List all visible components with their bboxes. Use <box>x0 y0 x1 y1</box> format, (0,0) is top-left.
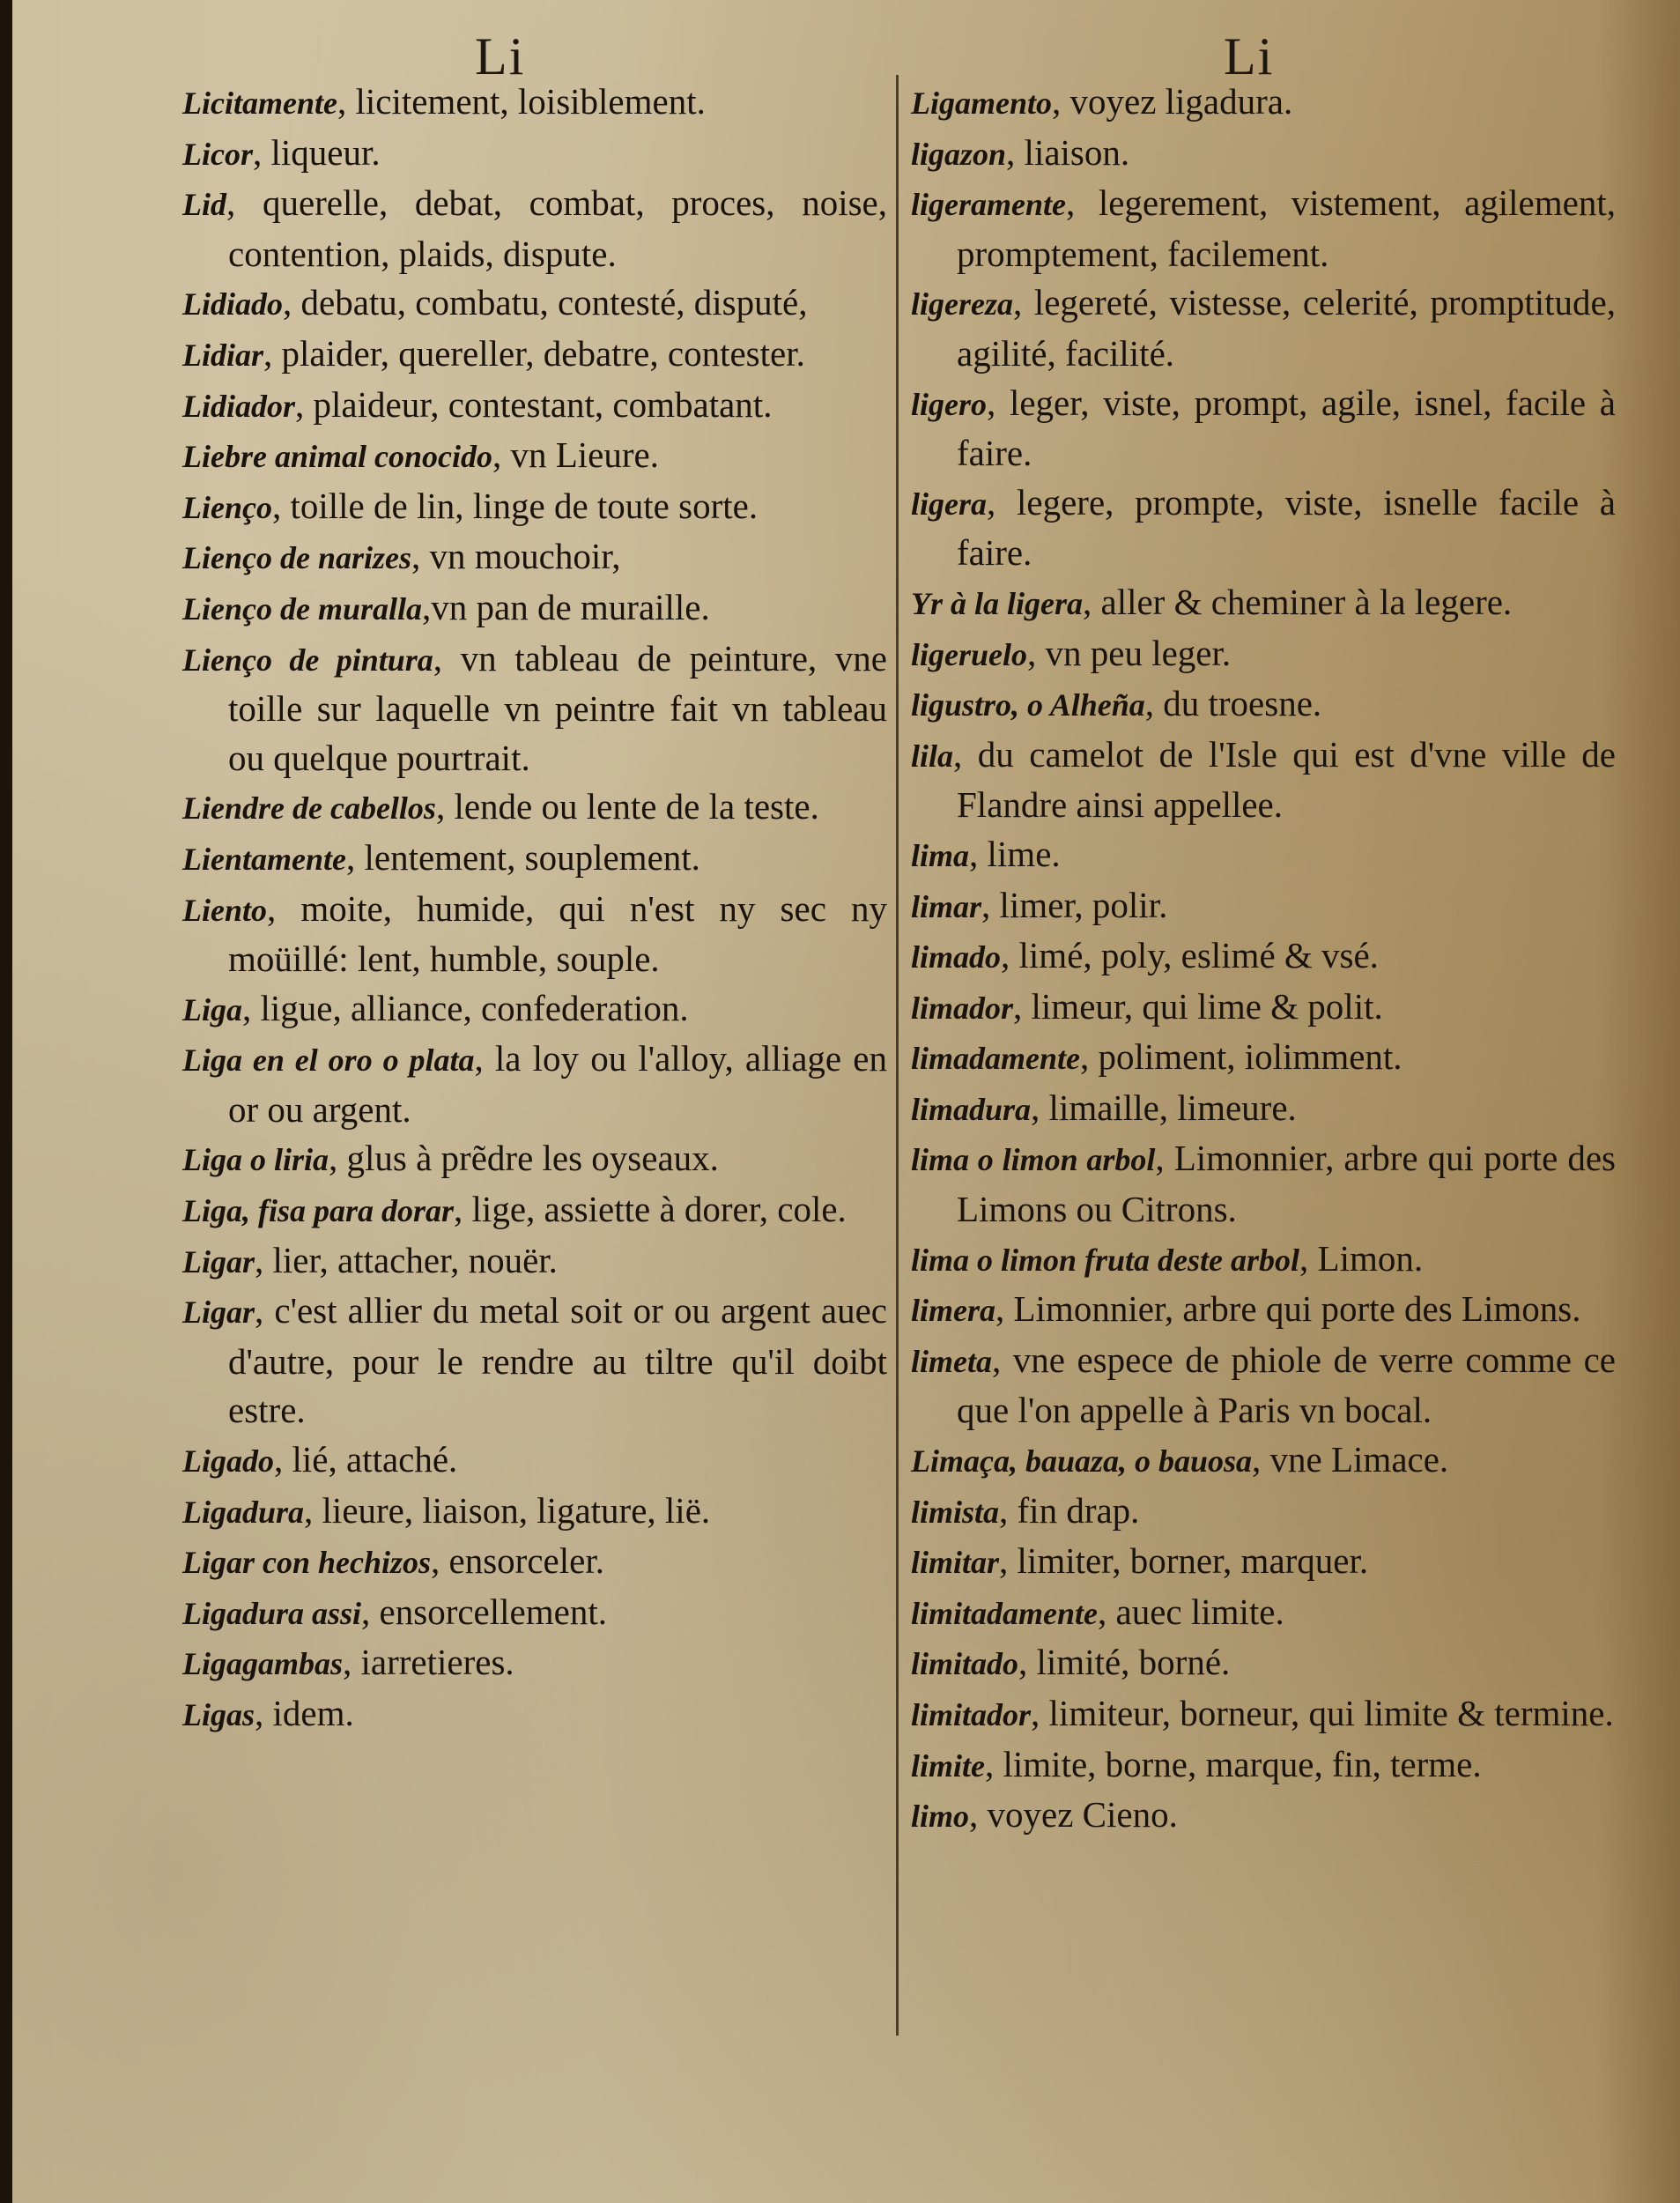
dictionary-entry <box>182 634 887 783</box>
entry-headword: ligazon <box>911 136 1007 172</box>
entry-definition: , legere, prompte, viste, isnelle facile à faire. <box>957 481 1616 574</box>
entry-definition: , liqueur. <box>252 131 381 173</box>
dictionary-entry <box>182 1638 887 1689</box>
entry-headword: Ligar <box>182 1243 255 1280</box>
left-column <box>182 78 887 1740</box>
entry-headword: Licor <box>182 136 253 172</box>
entry-definition: , legerement, vistement, agilement, promptement, facilement. <box>957 182 1616 274</box>
dictionary-entry <box>911 881 1616 932</box>
dictionary-entry <box>911 1638 1616 1689</box>
dictionary-entry <box>182 431 887 482</box>
entry-definition: , aller & cheminer à la legere. <box>1083 581 1513 622</box>
dictionary-entry <box>911 1588 1616 1639</box>
entry-definition: , lende ou lente de la teste. <box>435 786 819 827</box>
entry-definition: , voyez Cieno. <box>969 1794 1178 1836</box>
entry-headword: Ligar <box>182 1294 255 1331</box>
dictionary-entry <box>911 1336 1616 1435</box>
dictionary-entry <box>182 330 887 381</box>
entry-headword: Ligagambas <box>182 1646 344 1682</box>
column-divider <box>896 75 899 2036</box>
dictionary-entry <box>182 1537 887 1588</box>
entry-headword: ligustro, o Alheña <box>911 687 1145 723</box>
entry-definition: , idem. <box>255 1693 354 1733</box>
entry-definition: ,vn pan de muraille. <box>422 586 710 627</box>
entry-headword: Lienço de pintura <box>182 642 433 678</box>
entry-headword: Liebre animal conocido <box>182 439 492 475</box>
entry-definition: , lentement, souplement. <box>345 836 700 878</box>
running-head-left: Li <box>475 27 526 85</box>
entry-headword: Liento <box>182 892 267 928</box>
dictionary-entry <box>911 478 1616 578</box>
entry-definition: , Limonnier, arbre qui porte des Limons. <box>995 1288 1581 1330</box>
entry-definition: , vn peu leger. <box>1027 632 1232 673</box>
entry-headword: lila <box>911 738 954 774</box>
entry-headword: Licitamente <box>182 85 337 121</box>
entry-definition: , liaison. <box>1006 131 1130 173</box>
entry-definition: , fin drap. <box>999 1489 1140 1531</box>
entry-definition: , limaille, limeure. <box>1031 1087 1297 1128</box>
entry-definition: , limer, polir. <box>981 884 1168 925</box>
dictionary-entry <box>182 1134 887 1185</box>
entry-definition: , moite, humide, qui n'est ny sec ny moüillé: lent, humble, souple. <box>228 887 887 980</box>
entry-headword: Liga, fisa para dorar <box>182 1193 455 1229</box>
entry-headword: Lidiar <box>182 337 264 373</box>
entry-definition: , leger, viste, prompt, agile, isnel, facile à faire. <box>957 382 1616 474</box>
entry-headword: Liendre de cabellos <box>182 790 436 827</box>
dictionary-entry <box>911 1689 1616 1740</box>
dictionary-entry <box>911 129 1616 180</box>
entry-definition: , limé, poly, eslimé & vsé. <box>1001 935 1379 976</box>
entry-definition: , ensorcellement. <box>361 1591 607 1632</box>
dictionary-entry <box>182 1588 887 1639</box>
dictionary-entry <box>182 1689 887 1740</box>
dictionary-entry <box>911 278 1616 378</box>
dictionary-entry <box>182 129 887 180</box>
dictionary-entry <box>911 1435 1616 1487</box>
dictionary-entry <box>911 379 1616 478</box>
dictionary-entry <box>911 1791 1616 1842</box>
entry-headword: limador <box>911 990 1014 1026</box>
dictionary-entry <box>911 629 1616 680</box>
entry-definition: , vn mouchoir, <box>411 536 621 577</box>
entry-headword: ligereza <box>911 286 1013 323</box>
entry-headword: ligeruelo <box>911 636 1027 672</box>
dictionary-entry <box>182 179 887 278</box>
entry-headword: lima o limon arbol <box>911 1142 1156 1178</box>
entry-definition: , limiter, borner, marquer. <box>999 1540 1369 1582</box>
dictionary-entry <box>182 278 887 330</box>
entry-headword: Lidiador <box>182 388 296 424</box>
dictionary-entry <box>182 1236 887 1287</box>
entry-definition: , plaideur, contestant, combatant. <box>295 383 773 425</box>
entry-headword: Ligas <box>182 1697 255 1732</box>
entry-headword: Yr à la ligera <box>911 585 1083 621</box>
entry-headword: limite <box>911 1747 985 1784</box>
entry-headword: Ligadura <box>182 1494 305 1530</box>
dictionary-entry <box>911 1084 1616 1135</box>
entry-headword: limeta <box>911 1343 992 1379</box>
dictionary-entry <box>182 1487 887 1538</box>
entry-headword: Ligadura assi <box>182 1595 362 1631</box>
entry-headword: limo <box>911 1799 970 1835</box>
entry-definition: , legereté, vistesse, celerité, promptitude, agilité, facilité. <box>957 282 1616 374</box>
dictionary-entry <box>182 1035 887 1134</box>
dictionary-entry <box>182 532 887 583</box>
entry-headword: Lid <box>182 187 226 223</box>
entry-definition: , lieure, liaison, ligature, lië. <box>304 1489 711 1531</box>
entry-headword: limera <box>911 1293 995 1329</box>
entry-headword: limado <box>911 939 1002 975</box>
dictionary-entry <box>911 78 1616 129</box>
entry-definition: , lié, attaché. <box>274 1439 458 1480</box>
entry-definition: , la loy ou l'alloy, alliage en or ou argent. <box>228 1038 887 1130</box>
dictionary-entry <box>911 1285 1616 1336</box>
dictionary-entry <box>911 830 1616 881</box>
entry-definition: , auec limite. <box>1098 1591 1284 1632</box>
entry-definition: , voyez ligadura. <box>1052 81 1293 122</box>
entry-definition: , du troesne. <box>1144 683 1322 724</box>
entry-definition: , Limon. <box>1299 1237 1424 1279</box>
dictionary-entry <box>911 1740 1616 1791</box>
dictionary-entry <box>911 731 1616 830</box>
entry-headword: Lienço <box>182 489 272 525</box>
dictionary-entry <box>182 482 887 533</box>
entry-headword: limadura <box>911 1091 1032 1127</box>
entry-headword: Lienço de narizes <box>182 540 411 576</box>
entry-headword: ligero <box>911 386 987 422</box>
entry-headword: Ligado <box>182 1443 274 1480</box>
entry-headword: Liga <box>182 991 242 1027</box>
entry-definition: , c'est allier du metal soit or ou argent auec d'autre, pour le rendre au tiltre qu'il doibt estre. <box>228 1290 887 1431</box>
entry-headword: limista <box>911 1494 1000 1530</box>
running-head-right: Li <box>1224 27 1275 85</box>
dictionary-entry <box>911 679 1616 731</box>
entry-definition: , ensorceler. <box>431 1540 604 1582</box>
entry-definition: , plaider, quereller, debatre, contester. <box>263 332 805 374</box>
dictionary-entry <box>182 1185 887 1236</box>
entry-definition: , vn Lieure. <box>492 434 659 476</box>
entry-headword: Limaça, bauaza, o bauosa <box>911 1443 1253 1480</box>
entry-definition: , querelle, debat, combat, proces, noise, contention, plaids, dispute. <box>226 182 887 274</box>
dictionary-entry <box>911 1033 1616 1084</box>
entry-headword: limitado <box>911 1646 1019 1682</box>
dictionary-entry <box>182 885 887 984</box>
dictionary-entry <box>182 984 887 1035</box>
dictionary-entry <box>911 1134 1616 1234</box>
dictionary-entry <box>182 381 887 432</box>
dictionary-entry <box>911 1235 1616 1286</box>
entry-headword: ligera <box>911 486 987 522</box>
entry-definition: , ligue, alliance, confederation. <box>242 987 689 1028</box>
entry-headword: Liga en el oro o plata <box>182 1042 475 1079</box>
entry-definition: , vn tableau de peinture, vne toille sur laquelle vn peintre fait vn tableau ou quelque pourtrait. <box>228 637 887 778</box>
dictionary-entry <box>911 931 1616 983</box>
entry-definition: , licitement, loisiblement. <box>337 81 706 122</box>
entry-definition: , Limonnier, arbre qui porte des Limons ou Citrons. <box>957 1138 1616 1230</box>
entry-definition: , toille de lin, linge de toute sorte. <box>271 485 759 526</box>
entry-definition: , vne Limace. <box>1252 1439 1449 1480</box>
entry-headword: limadamente <box>911 1041 1080 1077</box>
entry-headword: ligeramente <box>911 187 1066 223</box>
entry-definition: , glus à prẽdre les oyseaux. <box>329 1138 719 1179</box>
entry-definition: , limiteur, borneur, qui limite & termine. <box>1031 1693 1614 1733</box>
dictionary-entry <box>911 179 1616 278</box>
dictionary-entry <box>182 78 887 129</box>
dictionary-entry <box>911 1537 1616 1588</box>
entry-definition: , limeur, qui lime & polit. <box>1013 985 1383 1027</box>
entry-headword: lima <box>911 837 970 873</box>
entry-definition: , limite, borne, marque, fin, terme. <box>985 1743 1482 1784</box>
entry-definition: , lige, assiette à dorer, cole. <box>454 1189 847 1230</box>
entry-definition: , lime. <box>969 833 1061 874</box>
entry-definition: , debatu, combatu, contesté, disputé, <box>283 282 808 323</box>
entry-headword: Ligar con hechizos <box>182 1545 432 1581</box>
entry-headword: limitar <box>911 1545 1000 1581</box>
entry-definition: , du camelot de l'Isle qui est d'vne ville de Flandre ainsi appellee. <box>953 733 1616 826</box>
dictionary-entry <box>182 1287 887 1435</box>
book-page <box>12 0 1680 2203</box>
entry-headword: Liga o liria <box>182 1142 329 1178</box>
dictionary-entry <box>182 834 887 885</box>
entry-headword: Lientamente <box>182 841 346 877</box>
entry-headword: limitadamente <box>911 1595 1098 1631</box>
entry-definition: , poliment, iolimment. <box>1080 1036 1402 1078</box>
entry-headword: limar <box>911 888 982 924</box>
entry-headword: Lienço de muralla <box>182 590 422 627</box>
entry-headword: limitador <box>911 1697 1032 1732</box>
dictionary-entry <box>911 983 1616 1034</box>
dictionary-entry <box>182 783 887 834</box>
entry-definition: , vne espece de phiole de verre comme ce que l'on appelle à Paris vn bocal. <box>957 1339 1616 1431</box>
dictionary-entry <box>911 1487 1616 1538</box>
dictionary-entry <box>911 578 1616 629</box>
dictionary-entry <box>182 583 887 634</box>
entry-headword: lima o limon fruta deste arbol <box>911 1242 1300 1278</box>
entry-headword: Lidiado <box>182 286 283 323</box>
entry-definition: , iarretieres. <box>343 1642 514 1683</box>
right-column <box>911 78 1616 1842</box>
dictionary-entry <box>182 1435 887 1487</box>
entry-definition: , limité, borné. <box>1018 1642 1231 1683</box>
entry-definition: , lier, attacher, nouër. <box>255 1239 558 1280</box>
entry-headword: Ligamento <box>911 85 1052 121</box>
